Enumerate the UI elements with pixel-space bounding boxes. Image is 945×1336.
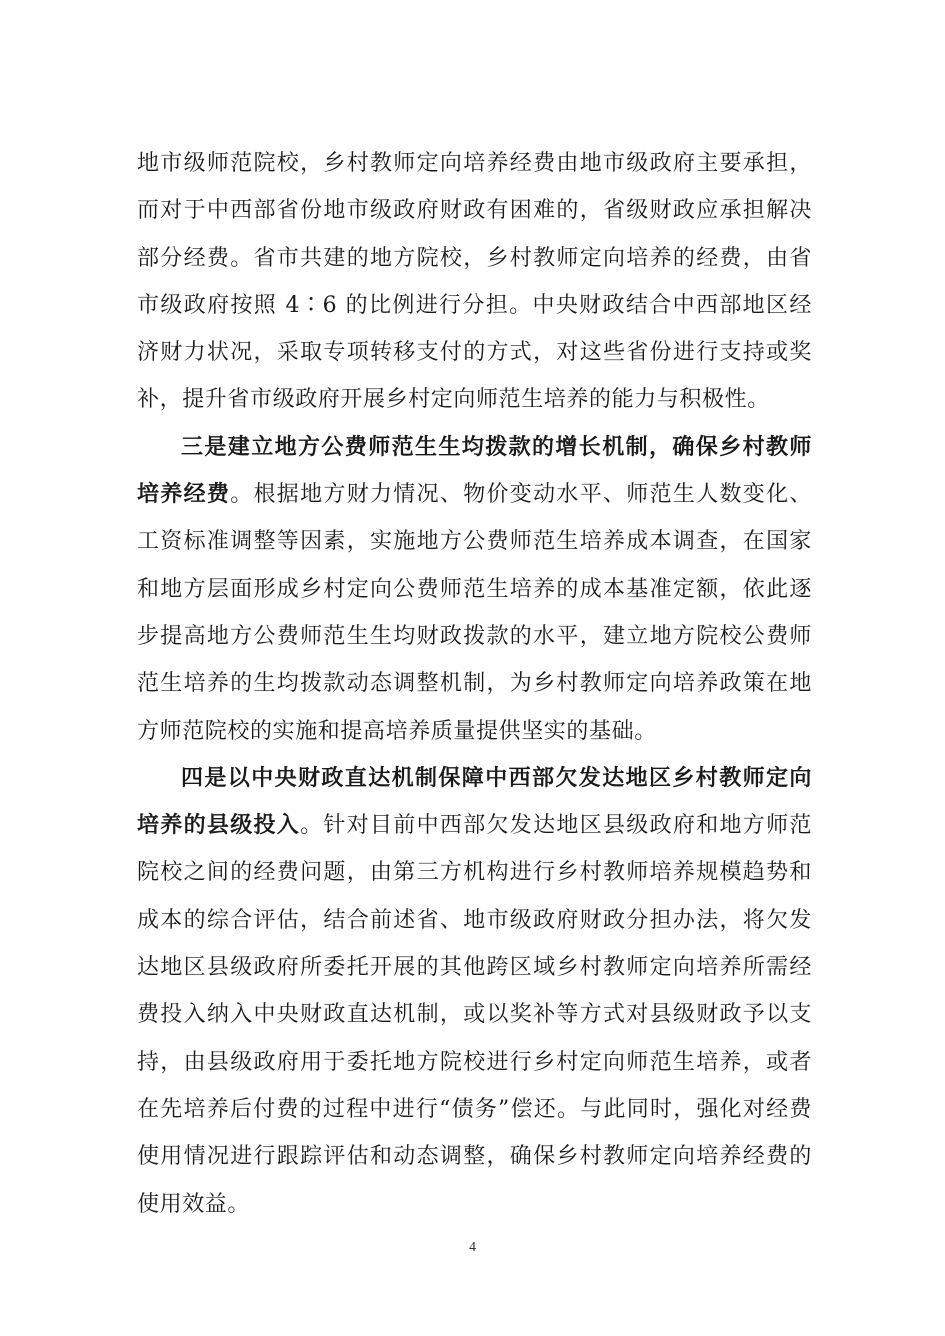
body-text xyxy=(137,140,812,1228)
paragraph-text: 地市级师范院校，乡村教师定向培养经费由地市级政府主要承担，而对于中西部省份地市级政府财政有困难的，省级财政应承担解决部分经费。省市共建的地方院校，乡村教师定向培养的经费，由省市级政府按照 4∶6 的比例进行分担。中央财政结合中西部地区经济财力状况，采取专项转移支付的方式，对这些省份进行支持或奖补，提升省市级政府开展乡村定向师范生培养的能力与积极性。 xyxy=(137,151,812,413)
paragraph-text: 。针对目前中西部欠发达地区县级政府和地方师范院校之间的经费问题，由第三方机构进行乡村教师培养规模趋势和成本的综合评估，结合前述省、地市级政府财政分担办法，将欠发达地区县级政府所委托开展的其他跨区域乡村教师定向培养所需经费投入纳入中央财政直达机制，或以奖补等方式对县级财政予以支持，由县级政府用于委托地方院校进行乡村定向师范生培养，或者在先培养后付费的过程中进行“债务”偿还。与此同时，强化对经费使用情况进行跟踪评估和动态调整，确保乡村教师定向培养经费的使用效益。 xyxy=(137,813,813,1217)
paragraph-heading: 三是建立地方公费师范生生均拨款的增长机制，确保乡村教师培养经费 xyxy=(137,433,812,508)
paragraph-point-four xyxy=(137,755,812,1228)
page-number: 4 xyxy=(469,1240,476,1255)
paragraph-continuation xyxy=(137,140,812,424)
paragraph-point-three xyxy=(137,424,812,755)
paragraph-text: 。根据地方财力情况、物价变动水平、师范生人数变化、工资标准调整等因素，实施地方公费师范生培养成本调查，在国家和地方层面形成乡村定向公费师范生培养的成本基准定额，依此逐步提高地方公费师范生生均财政拨款的水平，建立地方院校公费师范生培养的生均拨款动态调整机制，为乡村教师定向培养政策在地方师范院校的实施和提高培养质量提供坚实的基础。 xyxy=(137,482,812,744)
paragraph-heading: 四是以中央财政直达机制保障中西部欠发达地区乡村教师定向培养的县级投入 xyxy=(137,764,812,839)
